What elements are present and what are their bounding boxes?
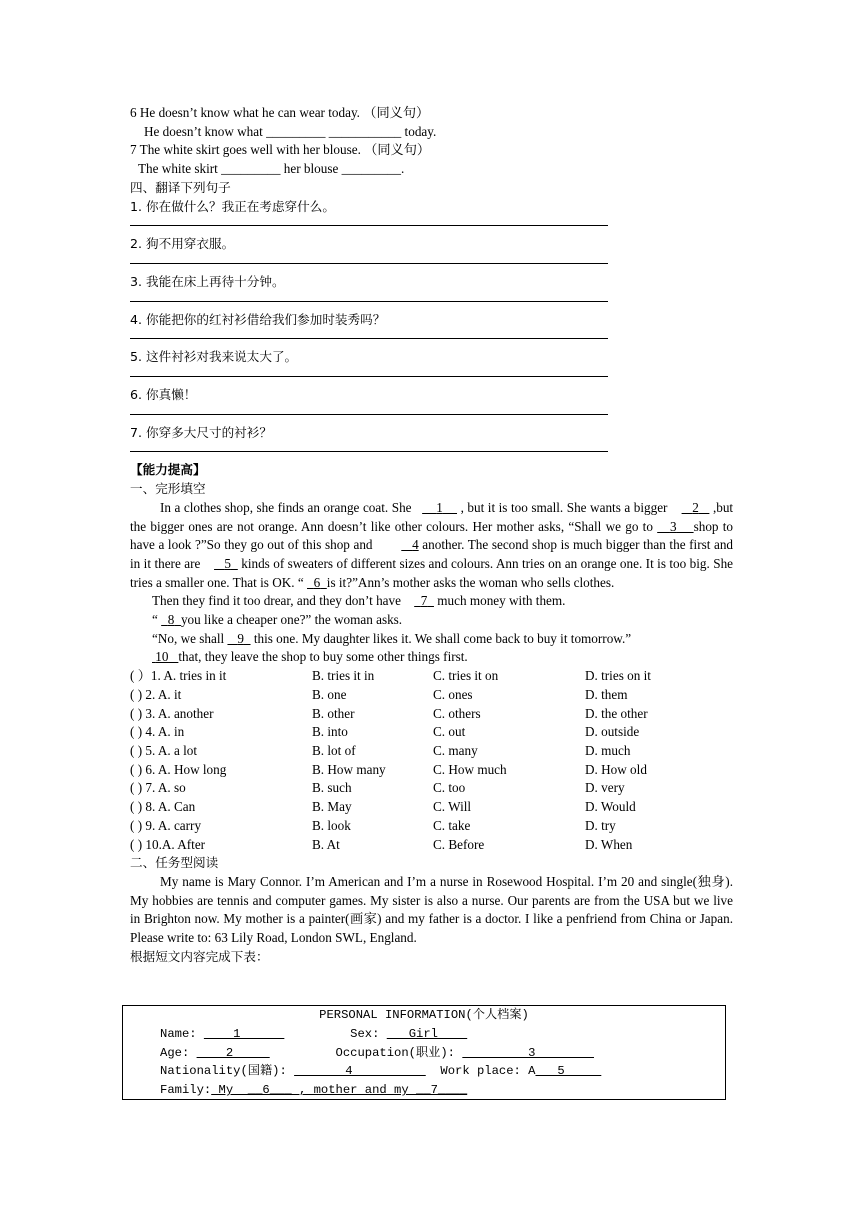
translation-item: 7. 你穿多大尺寸的衬衫？	[130, 424, 272, 440]
rewrite-question-6: 6 He doesn’t know what he can wear today. （同义句）	[130, 105, 430, 120]
answer-line[interactable]	[130, 442, 608, 452]
rewrite-answer-6: He doesn’t know what _________ ___________ today.	[144, 123, 437, 139]
occupation-blank[interactable]: 3	[462, 1045, 594, 1060]
translation-item: 3. 我能在床上再待十分钟。	[130, 273, 285, 289]
answer-line[interactable]	[130, 329, 608, 339]
option-row: ( ) 6. A. How long B. How many C. How much D. How old	[130, 761, 647, 777]
translation-item: 6. 你真懒！	[130, 387, 197, 403]
blank-4: 4	[412, 537, 419, 553]
translation-item: 1. 你在做什么？我正在考虑穿什么。	[130, 198, 335, 214]
sex-value: Girl	[386, 1026, 468, 1041]
answer-line[interactable]	[130, 367, 608, 377]
worksheet-page	[130, 104, 733, 966]
answer-line[interactable]	[130, 405, 608, 415]
nationality-blank[interactable]: 4	[294, 1064, 426, 1079]
option-row: ( ) 7. A. so B. such C. too D. very	[130, 780, 625, 796]
option-row: ( ) 2. A. it B. one C. ones D. them	[130, 686, 628, 702]
answer-line[interactable]	[130, 216, 608, 226]
cloze-paragraph-5: 10 that, they leave the shop to buy some other things first.	[130, 648, 733, 667]
reading-passage: My name is Mary Connor. I’m American and I’m a nurse in Rosewood Hospital. I’m 20 and single(独身). My hobbies are tennis and computer games. My sister is also a nurse. Our parents are from the USA but we live in Brighton now. My mother is a painter(画家) and my father is a doctor. I like a penfriend from China or Japan. Please write to: 63 Lily Road, London SWL, England.	[130, 873, 733, 946]
rewrite-answer-7: The white skirt _________ her blouse _________.	[138, 161, 405, 177]
answer-line[interactable]	[130, 254, 608, 264]
answer-line[interactable]	[130, 292, 608, 302]
table-instruction: 根据短文内容完成下表：	[130, 948, 269, 964]
personal-info-table	[122, 1005, 726, 1100]
reading-title: 二、任务型阅读	[130, 855, 219, 871]
family-blank[interactable]: My __6___ , mother and my __7____	[211, 1083, 468, 1098]
blank-1: 1	[436, 499, 443, 515]
ability-title: 【能力提高】	[130, 462, 206, 478]
option-row: ( ) 9. A. carry B. look C. take D. try	[130, 817, 616, 833]
option-row: ( ) 5. A. a lot B. lot of C. many D. much	[130, 742, 631, 758]
name-blank[interactable]: 1	[203, 1026, 285, 1041]
option-row: ( ) 8. A. Can B. May C. Will D. Would	[130, 799, 636, 815]
translation-item: 4. 你能把你的红衬衫借给我们参加时装秀吗？	[130, 311, 386, 327]
blank-2: 2	[692, 499, 699, 515]
info-row-age-occupation: Age: 2 Occupation(职业): 3	[160, 1045, 594, 1060]
section-4-title: 四、翻译下列句子	[130, 179, 231, 195]
info-title: PERSONAL INFORMATION(个人档案)	[319, 1008, 529, 1022]
age-blank[interactable]: 2	[196, 1045, 270, 1060]
cloze-paragraph-1: In a clothes shop, she finds an orange coat. She 1 , but it is too small. She wants a bigger 2 ,but the bigger ones are not orange. Ann doesn’t like other colours. Her mother asks, “Shall we go to 3 shop to have a look ?”So they go out of this shop and 4 another. The second shop is much bigger than the first and in it there are 5 kinds of sweaters of different sizes and colours. Ann tries on an orange one. It is too big. She tries a smaller one. That is OK. “ 6 is it?”Ann’s mother asks the woman who sells clothes.	[130, 499, 734, 590]
info-row-nationality-work: Nationality(国籍): 4 Work place: A 5	[160, 1064, 602, 1079]
info-row-family: Family: My __6___ , mother and my __7____	[160, 1083, 468, 1098]
translation-item: 2. 狗不用穿衣服。	[130, 236, 235, 252]
option-row: ( ) 4. A. in B. into C. out D. outside	[130, 724, 640, 740]
blank-7: 7	[420, 593, 428, 609]
blank-5: 5	[224, 555, 231, 571]
cloze-paragraph-4: “No, we shall 9 this one. My daughter likes it. We shall come back to buy it tomorrow.”	[152, 630, 632, 646]
cloze-paragraph-3: “ 8 you like a cheaper one?” the woman asks.	[152, 612, 403, 628]
rewrite-question-7: 7 The white skirt goes well with her blouse. （同义句）	[130, 142, 431, 158]
option-row: ( ) 10.A. After B. At C. Before D. When	[130, 836, 633, 852]
translation-item: 5. 这件衬衫对我来说太大了。	[130, 349, 298, 365]
cloze-paragraph-2: Then they find it too drear, and they don’t have 7 much money with them.	[152, 593, 566, 609]
options-list	[130, 667, 733, 854]
blank-8: 8	[167, 612, 175, 628]
work-place-blank[interactable]: 5	[535, 1064, 602, 1079]
blank-3: 3	[669, 518, 677, 534]
cloze-title: 一、完形填空	[130, 481, 206, 497]
option-row: ( ）1. A. tries in it B. tries it in C. tries it on D. tries on it	[130, 668, 651, 684]
blank-6: 6	[313, 574, 321, 590]
blank-9: 9	[237, 630, 244, 646]
info-row-name-sex: Name: 1 Sex: Girl	[160, 1026, 468, 1041]
blank-10: 10	[155, 649, 169, 665]
option-row: ( ) 3. A. another B. other C. others D. the other	[130, 705, 648, 721]
